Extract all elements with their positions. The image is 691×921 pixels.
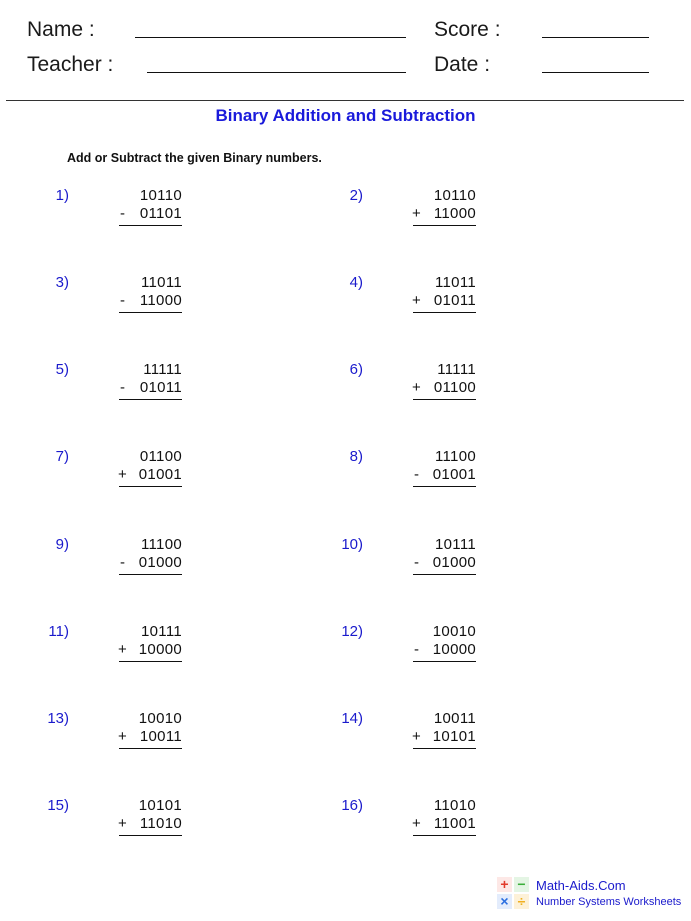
top-operand: 11100 [141, 536, 182, 553]
top-operand: 11010 [433, 797, 476, 814]
operator: + [412, 728, 421, 745]
problem-11 [43, 623, 182, 683]
problem-3 [43, 274, 182, 334]
operator: - [120, 554, 125, 571]
brand-name[interactable]: Math-Aids.Com [536, 878, 626, 893]
problem-4 [337, 274, 476, 334]
problem-number: 5) [55, 361, 69, 378]
operator: + [118, 466, 127, 483]
teacher-field[interactable] [147, 72, 406, 73]
bottom-operand: 10101 [432, 728, 476, 745]
answer-line [413, 748, 476, 749]
minus-glyph: − [517, 876, 526, 892]
problem-15 [43, 797, 182, 857]
bottom-operand: 11010 [139, 815, 182, 832]
score-label: Score : [434, 18, 501, 41]
operator: + [412, 379, 421, 396]
bottom-operand: 01011 [139, 379, 182, 396]
problem-number: 14) [341, 710, 363, 727]
problem-number: 3) [55, 274, 69, 291]
bottom-operand: 01001 [138, 466, 182, 483]
problem-number: 12) [341, 623, 363, 640]
answer-line [413, 312, 476, 313]
plus-icon [497, 877, 512, 892]
problem-number: 10) [341, 536, 363, 553]
times-glyph: × [500, 893, 509, 909]
operator: - [120, 205, 125, 222]
bottom-operand: 10000 [432, 641, 476, 658]
problem-7 [43, 448, 182, 508]
top-operand: 11011 [141, 274, 182, 291]
bottom-operand: 01000 [138, 554, 182, 571]
date-field[interactable] [542, 72, 649, 73]
minus-icon [514, 877, 529, 892]
bottom-operand: 11000 [139, 292, 182, 309]
problem-2 [337, 187, 476, 247]
answer-line [119, 574, 182, 575]
problem-number: 8) [349, 448, 363, 465]
bottom-operand: 01101 [139, 205, 182, 222]
top-operand: 10110 [139, 187, 182, 204]
operator: - [414, 641, 419, 658]
problem-number: 13) [47, 710, 69, 727]
top-operand: 11111 [143, 361, 182, 378]
problem-8 [337, 448, 476, 508]
instructions: Add or Subtract the given Binary numbers. [67, 151, 322, 165]
problem-16 [337, 797, 476, 857]
answer-line [413, 835, 476, 836]
times-icon [497, 894, 512, 909]
top-operand: 10010 [432, 623, 476, 640]
problem-number: 9) [55, 536, 69, 553]
operator: + [412, 815, 421, 832]
answer-line [119, 312, 182, 313]
operator: - [120, 379, 125, 396]
problem-number: 4) [349, 274, 363, 291]
answer-line [119, 486, 182, 487]
problem-12 [337, 623, 476, 683]
plus-glyph: + [500, 876, 509, 892]
answer-line [413, 399, 476, 400]
divide-icon [514, 894, 529, 909]
answer-line [119, 661, 182, 662]
brand-subtitle: Number Systems Worksheets [536, 896, 682, 908]
top-operand: 10011 [433, 710, 476, 727]
problem-number: 16) [341, 797, 363, 814]
answer-line [413, 574, 476, 575]
score-field[interactable] [542, 37, 649, 38]
problem-number: 6) [349, 361, 363, 378]
bottom-operand: 11000 [433, 205, 476, 222]
problem-13 [43, 710, 182, 770]
name-label: Name : [27, 18, 95, 41]
name-field[interactable] [135, 37, 406, 38]
header-divider [6, 100, 684, 101]
bottom-operand: 01100 [433, 379, 476, 396]
top-operand: 01100 [139, 448, 182, 465]
date-label: Date : [434, 53, 491, 76]
bottom-operand: 01001 [432, 466, 476, 483]
top-operand: 11011 [435, 274, 476, 291]
operator: + [118, 641, 127, 658]
problem-9 [43, 536, 182, 596]
answer-line [413, 486, 476, 487]
answer-line [119, 399, 182, 400]
problem-14 [337, 710, 476, 770]
bottom-operand: 10011 [139, 728, 182, 745]
teacher-label: Teacher : [27, 53, 114, 76]
problem-6 [337, 361, 476, 421]
top-operand: 11111 [437, 361, 476, 378]
answer-line [119, 748, 182, 749]
top-operand: 10010 [138, 710, 182, 727]
top-operand: 11100 [435, 448, 476, 465]
math-aids-logo [497, 877, 531, 911]
answer-line [119, 225, 182, 226]
operator: - [414, 466, 419, 483]
operator: + [118, 815, 127, 832]
operator: + [412, 205, 421, 222]
bottom-operand: 10000 [138, 641, 182, 658]
problem-number: 15) [47, 797, 69, 814]
problem-number: 2) [349, 187, 363, 204]
worksheet-title: Binary Addition and Subtraction [215, 106, 476, 125]
answer-line [413, 225, 476, 226]
bottom-operand: 01011 [433, 292, 476, 309]
problem-5 [43, 361, 182, 421]
problem-number: 11) [48, 623, 69, 640]
answer-line [413, 661, 476, 662]
answer-line [119, 835, 182, 836]
problem-10 [337, 536, 476, 596]
bottom-operand: 01000 [432, 554, 476, 571]
operator: + [412, 292, 421, 309]
problem-1 [43, 187, 182, 247]
divide-glyph: ÷ [517, 893, 526, 909]
top-operand: 10110 [433, 187, 476, 204]
operator: - [120, 292, 125, 309]
top-operand: 10101 [138, 797, 182, 814]
top-operand: 10111 [141, 623, 182, 640]
problem-number: 1) [55, 187, 69, 204]
problem-number: 7) [55, 448, 69, 465]
bottom-operand: 11001 [433, 815, 476, 832]
operator: - [414, 554, 419, 571]
top-operand: 10111 [435, 536, 476, 553]
operator: + [118, 728, 127, 745]
